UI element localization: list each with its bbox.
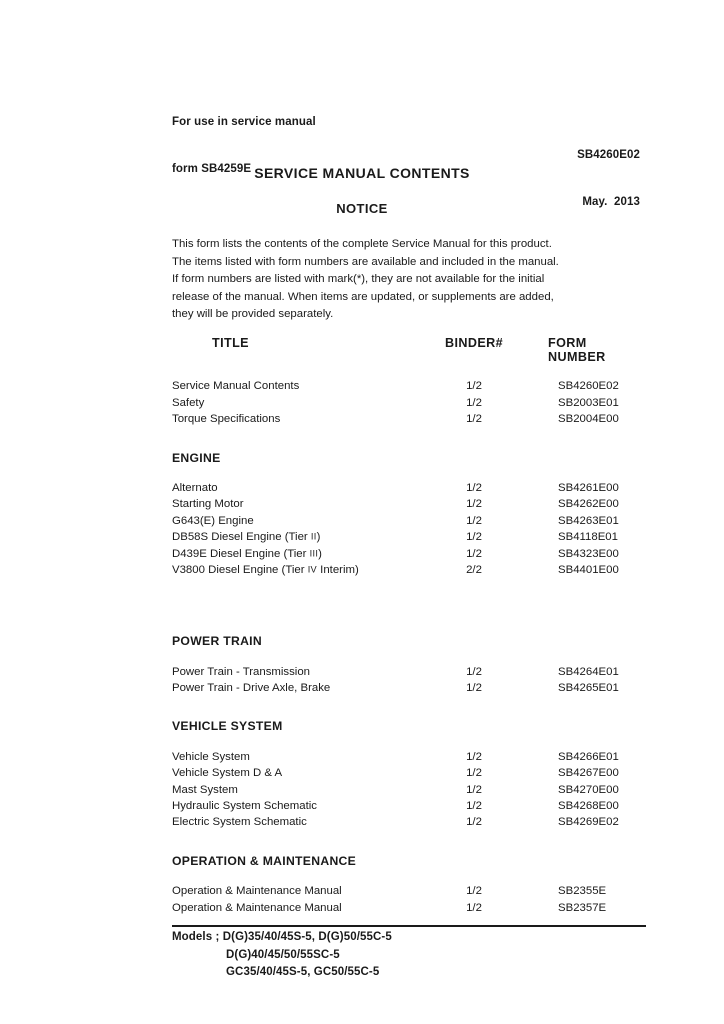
contents-row-form-number: SB4323E00: [558, 547, 619, 560]
service-manual-reference-line1: For use in service manual: [172, 116, 316, 128]
contents-row-title: Starting Motor: [172, 498, 244, 511]
notice-line-1: This form lists the contents of the complete Service Manual for this product.: [172, 238, 552, 250]
column-header-binder: BINDER#: [444, 336, 504, 350]
footer-divider: [172, 925, 646, 927]
contents-row-form-number: SB4267E00: [558, 767, 619, 780]
contents-row-title: Service Manual Contents: [172, 380, 300, 393]
models-block: [172, 929, 392, 982]
notice-line-2: The items listed with form numbers are available and included in the manual.: [172, 255, 559, 268]
spacer: [172, 650, 646, 666]
contents-row-binder: 1/2: [466, 682, 482, 695]
contents-row-binder: 1/2: [466, 800, 482, 813]
contents-row-title: Vehicle System D & A: [172, 767, 283, 780]
contents-row-binder: 1/2: [466, 767, 482, 780]
contents-row-binder: 1/2: [466, 498, 482, 511]
contents-row: [172, 816, 646, 832]
contents-row-binder: 1/2: [466, 665, 482, 678]
notice-line-3: If form numbers are listed with mark(*), they are not available for the initial: [172, 273, 545, 286]
contents-row-title-prefix: D439E Diesel Engine (Tier: [172, 547, 310, 560]
spacer: [172, 833, 646, 853]
contents-row-binder: 1/2: [466, 481, 482, 494]
spacer: [172, 869, 646, 885]
service-manual-reference: [172, 84, 316, 208]
contents-row-form-number: SB2357E: [558, 901, 607, 914]
contents-table: [172, 336, 646, 918]
contents-row-title-suffix: ): [316, 531, 321, 544]
contents-row-form-number: SB4264E01: [558, 665, 619, 678]
document-number: SB4260E02: [577, 149, 640, 161]
tier-numeral: IV: [307, 564, 317, 575]
contents-row-title-prefix: V3800 Diesel Engine (Tier: [172, 563, 308, 576]
contents-row: [172, 902, 646, 918]
tier-numeral: III: [309, 548, 319, 559]
service-manual-reference-line2: form SB4259E: [172, 162, 252, 175]
contents-row: [172, 666, 646, 682]
contents-row-binder: 1/2: [466, 750, 482, 763]
contents-row-form-number: SB2004E00: [558, 413, 619, 426]
contents-row-form-number: SB4268E00: [558, 800, 619, 813]
contents-row-title: Alternato: [172, 481, 218, 494]
contents-row-title: Torque Specifications: [172, 413, 281, 426]
contents-row-form-number: SB4401E00: [558, 563, 619, 576]
contents-row: [172, 767, 646, 783]
contents-row-title: Safety: [172, 396, 205, 409]
contents-row-title: [172, 564, 359, 576]
contents-row-form-number: SB2003E01: [558, 396, 619, 409]
contents-row: [172, 800, 646, 816]
contents-row-binder: 1/2: [466, 531, 482, 544]
contents-row-form-number: SB4265E01: [558, 682, 619, 695]
contents-row: [172, 482, 646, 498]
contents-row-form-number: SB4266E01: [558, 750, 619, 763]
column-header-form: FORM NUMBER: [548, 336, 606, 364]
contents-row-title: Electric System Schematic: [172, 816, 307, 829]
contents-row: [172, 751, 646, 767]
section-heading: VEHICLE SYSTEM: [172, 719, 283, 734]
spacer: [172, 580, 646, 613]
contents-row-form-number: SB4269E02: [558, 816, 619, 829]
contents-row-form-number: SB4263E01: [558, 514, 619, 527]
contents-row-binder: 1/2: [466, 514, 482, 527]
section-heading: POWER TRAIN: [172, 634, 262, 649]
contents-row-title-suffix: ): [318, 547, 322, 560]
spacer: [172, 698, 646, 718]
contents-row-title: [172, 548, 322, 560]
contents-row-binder: 1/2: [466, 783, 482, 796]
contents-row-title: [172, 531, 320, 543]
notice-line-5: they will be provided separately.: [172, 308, 334, 321]
contents-row-title: G643(E) Engine: [172, 514, 254, 527]
contents-row: [172, 413, 646, 429]
contents-row: [172, 564, 646, 580]
contents-row: [172, 498, 646, 514]
spacer: [172, 735, 646, 751]
contents-row-title: Power Train - Transmission: [172, 665, 310, 678]
contents-row: [172, 531, 646, 547]
contents-row: [172, 548, 646, 564]
models-line-2: D(G)40/45/50/55SC-5: [226, 948, 340, 961]
contents-row-title-suffix: Interim): [316, 563, 359, 576]
notice-line-4: release of the manual. When items are updated, or supplements are added,: [172, 290, 554, 303]
contents-row-title: Mast System: [172, 783, 238, 796]
contents-column-headers: [172, 336, 646, 364]
contents-row-form-number: SB4261E00: [558, 481, 619, 494]
contents-row-title: Operation & Maintenance Manual: [172, 901, 342, 914]
spacer: [172, 466, 646, 482]
contents-row-title: Hydraulic System Schematic: [172, 800, 317, 813]
document-date: May. 2013: [582, 195, 640, 208]
contents-row-binder: 1/2: [466, 547, 482, 560]
contents-row: [172, 397, 646, 413]
models-line-3: GC35/40/45S-5, GC50/55C-5: [226, 966, 380, 978]
contents-row-binder: 1/2: [466, 380, 482, 393]
tier-numeral: II: [310, 531, 317, 542]
contents-row-binder: 1/2: [466, 396, 482, 409]
page-title: SERVICE MANUAL CONTENTS: [254, 165, 470, 181]
contents-row-binder: 2/2: [466, 563, 482, 576]
section-heading: OPERATION & MAINTENANCE: [172, 853, 357, 868]
contents-row-form-number: SB4118E01: [558, 531, 618, 544]
contents-row-title: Operation & Maintenance Manual: [172, 885, 342, 898]
column-header-title: TITLE: [212, 336, 249, 350]
spacer: [172, 430, 646, 450]
contents-row: [172, 515, 646, 531]
contents-row-title-prefix: DB58S Diesel Engine (Tier: [172, 531, 311, 544]
contents-row: [172, 682, 646, 698]
contents-row: [172, 885, 646, 901]
contents-row: [172, 784, 646, 800]
models-line-1: Models ; D(G)35/40/45S-5, D(G)50/55C-5: [172, 931, 392, 943]
contents-row-title: Power Train - Drive Axle, Brake: [172, 682, 331, 695]
notice-body: [172, 236, 632, 324]
contents-row: [172, 380, 646, 396]
contents-row-form-number: SB4270E00: [558, 783, 619, 796]
contents-row-form-number: SB2355E: [558, 885, 607, 898]
section-list: [172, 430, 646, 918]
notice-heading: NOTICE: [336, 201, 388, 216]
contents-row-title: Vehicle System: [172, 750, 250, 763]
contents-row-form-number: SB4262E00: [558, 498, 619, 511]
contents-row-binder: 1/2: [466, 885, 482, 898]
contents-row-binder: 1/2: [466, 816, 482, 829]
contents-row-form-number: SB4260E02: [558, 380, 619, 393]
intro-row-group: [172, 380, 646, 429]
spacer: [172, 613, 646, 633]
contents-row-binder: 1/2: [466, 901, 482, 914]
contents-row-binder: 1/2: [466, 413, 482, 426]
section-heading: ENGINE: [172, 450, 221, 465]
